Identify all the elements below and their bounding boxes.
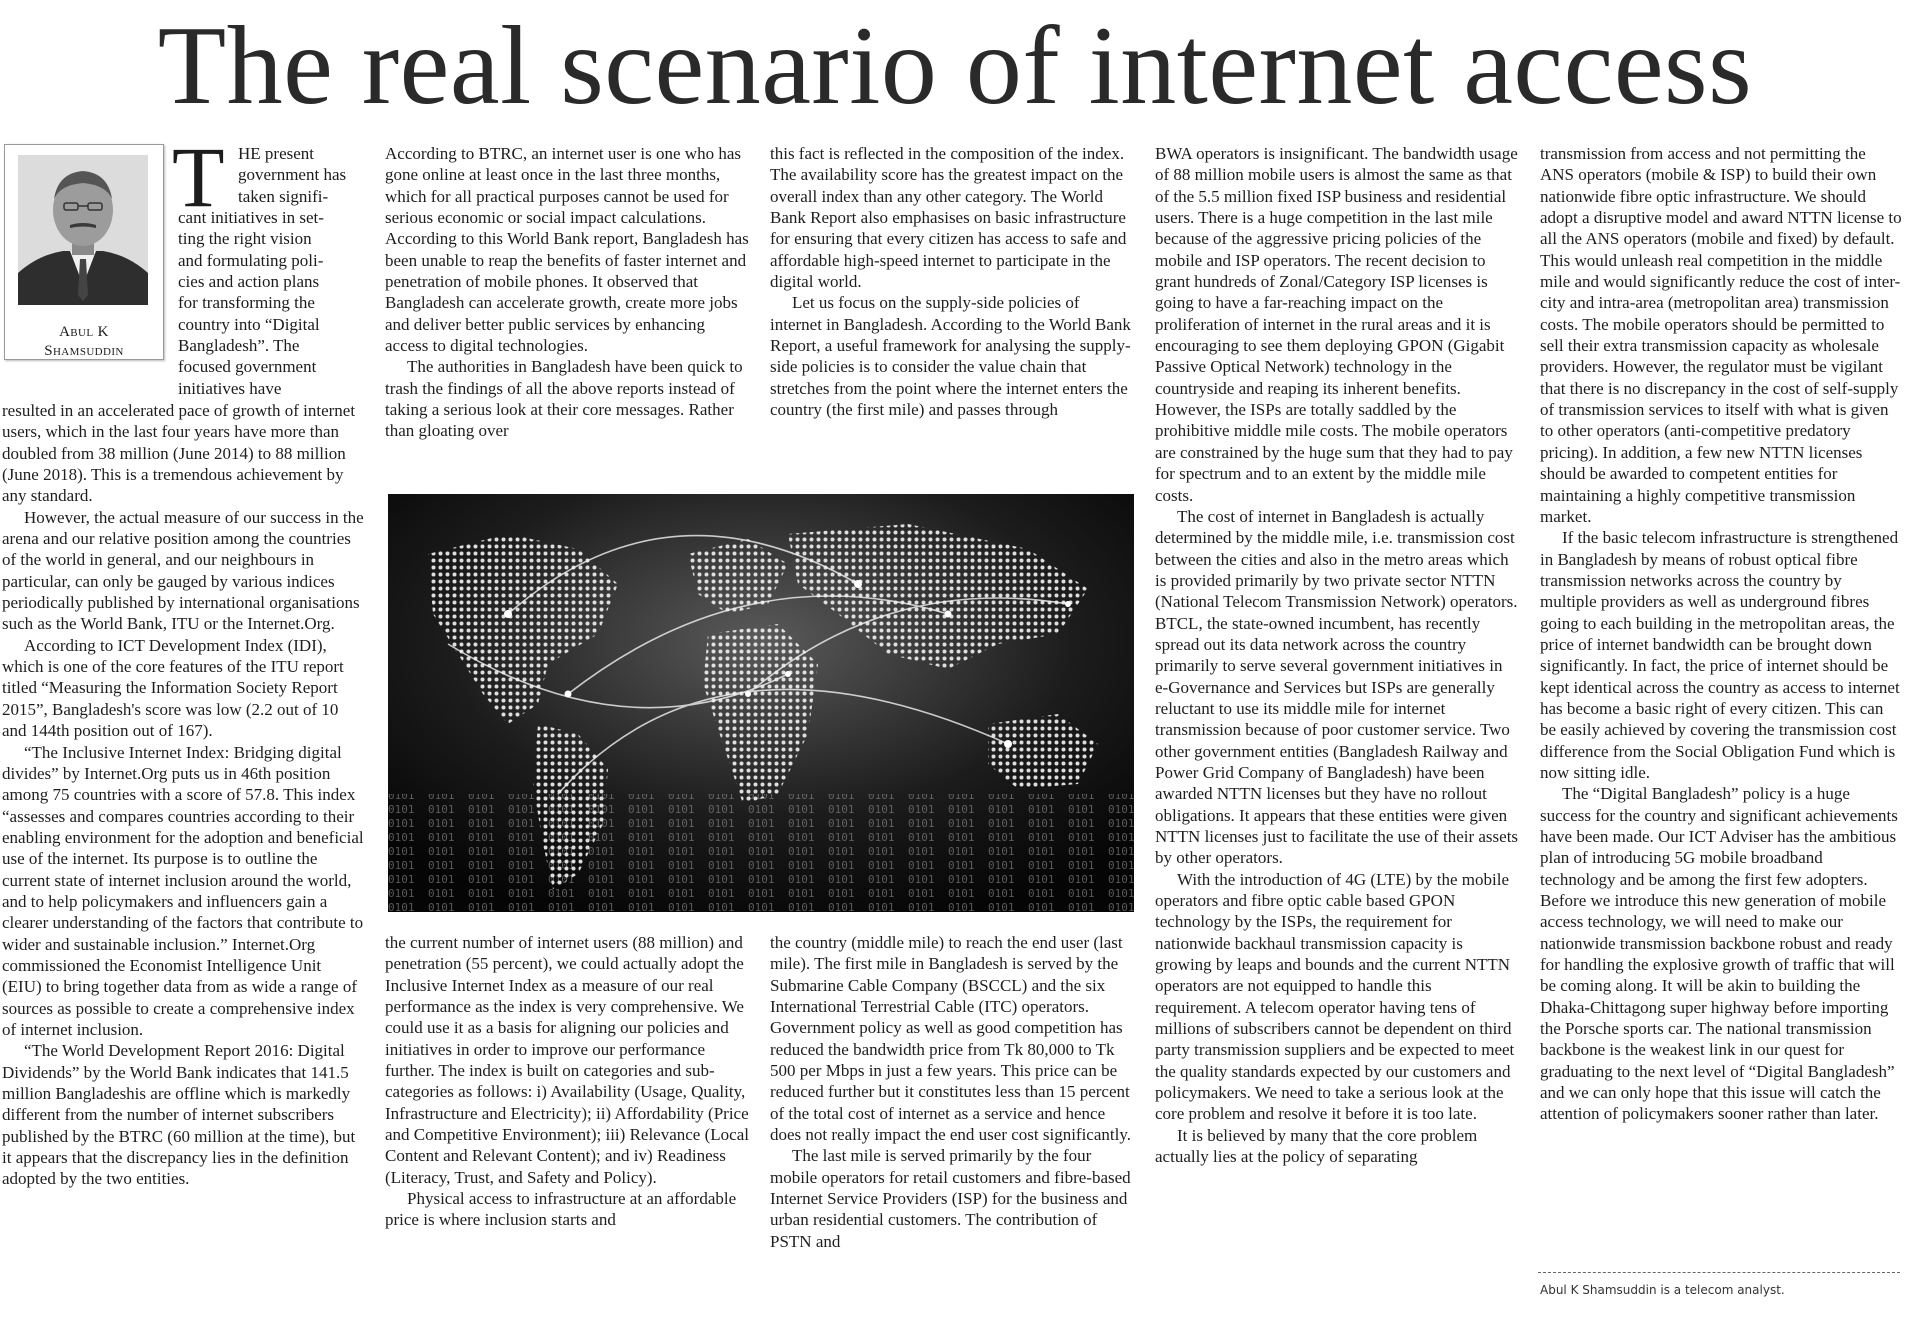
author-box bbox=[4, 144, 164, 360]
intro-wrapped-text bbox=[178, 143, 364, 399]
paragraph: If the basic telecom infrastructure is strengthened in Bangladesh by means of robust optical fibre transmission networks across the country by multiple providers as well as underground fibres going to each building in the metropolitan areas, the price of internet bandwidth can be brought down significantly. In fact, the price of internet should be kept identical across the country as access to internet has become a basic right of every citizen. This can be easily achieved by covering the transmission cost difference from the Social Obligation Fund which is now sitting idle. bbox=[1540, 528, 1900, 782]
text-line: and formulating poli- bbox=[178, 250, 324, 270]
paragraph: The cost of internet in Bangladesh is actually determined by the middle mile, i.e. transmission cost between the cities and also in the metro areas which is provided primarily by two private sector NTTN (National Telecom Transmission Network) operators. BTCL, the state-owned incumbent, has recently spread out its data network across the country primarily to serve several government initiatives in e-Governance and Services but ISPs are generally reluctant to use its middle mile for internet transmission because of poor customer service. Two other government entities (Bangladesh Railway and Power Grid Company of Bangladesh) have been awarded NTTN licenses but they have no rollout obligations. It appears that these entities were given NTTN licenses just to facilitate the use of their assets by other operators. bbox=[1155, 506, 1519, 868]
text-line: cant initiatives in set- bbox=[178, 208, 324, 228]
paragraph: Physical access to infrastructure at an affordable price is where inclusion starts and bbox=[385, 1189, 737, 1230]
paragraph: The last mile is served primarily by the four mobile operators for retail customers and fibre-based Internet Service Providers (ISP) for the business and urban residential customers. The contribution of PSTN and bbox=[770, 1146, 1131, 1251]
article-column-3-top bbox=[770, 143, 1132, 420]
drop-cap: T bbox=[172, 129, 225, 225]
page-title: The real scenario of internet access bbox=[157, 4, 1753, 128]
paragraph: transmission from access and not permitting the ANS operators (mobile & ISP) to build their own nationwide fibre optic infrastructure. We should adopt a disruptive model and award NTTN license to all the ANS operators (mobile and fixed) by default. This would unleash real competition in the middle mile and would significantly reduce the cost of inter-city and intra-area (metropolitan area) transmission costs. The mobile operators should be permitted to sell their extra transmission capacity as wholesale providers. However, the regulator must be vigilant that there is no discrepancy in the cost of self-supply of transmission services to itself with what is given to other operators (anti-competitive predatory pricing). In addition, a few new NTTN licenses should be awarded to competent entities for maintaining a highly competitive transmission market. bbox=[1540, 144, 1902, 526]
paragraph: “The World Development Report 2016: Digital Dividends” by the World Bank indicates that 141.5 million Bangladeshis are offline which is markedly different from the number of internet subscribers published by the BTRC (60 million at the time), but it appears that the discrepancy lies in the definition adopted by the two entities. bbox=[2, 1041, 356, 1189]
world-map-binary-photo bbox=[388, 494, 1134, 912]
paragraph: “The Inclusive Internet Index: Bridging digital divides” by Internet.Org puts us in 46th position among 75 countries with a score of 57.8. This index “assesses and compares countries according to their enabling environment for the adoption and beneficial use of the internet. Its purpose is to outline the current state of internet inclusion around the world, and to help policymakers and influencers gain a clearer understanding of the factors that contribute to wider and sustainable inclusion.” Internet.Org commissioned the Economist Intelligence Unit (EIU) to bring together data from as wide a range of sources as possible to create a comprehensive index of internet inclusion. bbox=[2, 742, 364, 1039]
text-line: focused government bbox=[178, 357, 317, 377]
article-column-2-top bbox=[385, 143, 751, 442]
article-column-4 bbox=[1155, 143, 1519, 1168]
paragraph: However, the actual measure of our success in the arena and our relative position among the countries of the world in general, and our neighbours in particular, can only be gauged by various indices periodically published by international organisations such as the World Bank, ITU or the Internet.Org. bbox=[2, 507, 364, 634]
paragraph: It is believed by many that the core problem actually lies at the policy of separating bbox=[1155, 1125, 1478, 1167]
paragraph: BWA operators is insignificant. The bandwidth usage of 88 million mobile users is almost the same as that of the 5.5 million fixed ISP business and residential users. There is a huge competition in the last mile because of the aggressive pricing policies of the mobile and ISP operators. The recent decision to grant hundreds of Zonal/Category ISP licenses is going to have a far-reaching impact on the proliferation of internet in the rural areas and it is encouraging to see them deploying GPON (Gigabit Passive Optical Network) technology in the countryside and reaping its inherent benefits. However, the ISPs are totally saddled by the prohibitive middle mile costs. The mobile operators are constrained by the huge sum that they had to pay for spectrum and to an extent by the middle mile costs. bbox=[1155, 144, 1518, 505]
author-bio-caption: Abul K Shamsuddin is a telecom analyst. bbox=[1540, 1283, 1785, 1297]
author-portrait bbox=[18, 155, 148, 305]
paragraph: this fact is reflected in the composition of the index. The availability score has the greatest impact on the overall index than any other category. The World Bank Report also emphasises on basic infrastructure for ensuring that every citizen has access to safe and affordable high-speed internet to participate in the digital world. bbox=[770, 144, 1127, 292]
paragraph: Let us focus on the supply-side policies of internet in Bangladesh. According to the World Bank Report, a useful framework for analysing the supply-side policies is to consider the value chain that stretches from the point where the internet enters the country (the first mile) and passes through bbox=[770, 293, 1131, 420]
text-line: ting the right vision bbox=[178, 229, 312, 249]
text-line: taken signifi- bbox=[238, 186, 329, 206]
paragraph: resulted in an accelerated pace of growth of internet users, which in the last four years have more than doubled from 38 million (June 2014) to 88 million (June 2018). This is a tremendous achievement by any standard. bbox=[2, 401, 356, 506]
text-line: cies and action plans bbox=[178, 272, 320, 292]
author-first-name: Abul K bbox=[59, 324, 109, 340]
text-line: government has bbox=[238, 165, 347, 185]
paragraph: According to BTRC, an internet user is one who has gone online at least once in the last three months, which for all practical purposes cannot be used for serious economic or social impact calculations. According to this World Bank report, Bangladesh has been unable to reap the benefits of faster internet and penetration of mobile phones. It observed that Bangladesh can accelerate growth, create more jobs and deliver better public services by enhancing access to digital technologies. bbox=[385, 144, 749, 356]
paragraph: the country (middle mile) to reach the end user (last mile). The first mile in Bangladesh is served by the Submarine Cable Company (BSCCL) and the six International Terrestrial Cable (ITC) operators. Government policy as well as good competition has reduced the bandwidth price from Tk 80,000 to Tk 500 per Mbps in just a few years. This price can be reduced further but it constitutes less than 15 percent of the total cost of internet as a service and hence does not really impact the end user cost significantly. bbox=[770, 933, 1131, 1145]
text-line: country into “Digital bbox=[178, 314, 320, 334]
article-column-3-bottom bbox=[770, 932, 1132, 1252]
paragraph: According to ICT Development Index (IDI), which is one of the core features of the ITU report titled “Measuring the Information Society Report 2015”, Bangladesh's score was low (2.2 out of 10 and 144th position out of 167). bbox=[2, 635, 344, 741]
caption-divider bbox=[1538, 1272, 1900, 1273]
paragraph: the current number of internet users (88 million) and penetration (55 percent), we could actually adopt the Inclusive Internet Index as a measure of our real performance as the index is very comprehensive. We could use it as a basis for aligning our policies and initiatives in order to improve our performance further. The index is built on categories and sub-categories as follows: i) Availability (Usage, Quality, Infrastructure and Electricity); ii) Affordability (Price and Competitive Environment); iii) Relevance (Local Content and Relevant Content); and iv) Readiness (Literacy, Trust, and Safety and Policy). bbox=[385, 933, 749, 1187]
text-line: for transforming the bbox=[178, 293, 315, 313]
article-column-5 bbox=[1540, 143, 1902, 1125]
text-line: initiatives have bbox=[178, 378, 282, 398]
text-line: Bangladesh”. The bbox=[178, 336, 300, 356]
paragraph: With the introduction of 4G (LTE) by the mobile operators and fibre optic cable based GPON technology by the ISPs, the requirement for nationwide backhaul transmission capacity is growing by leaps and bounds and the current NTTN operators are not equipped to handle this requirement. A telecom operator having tens of millions of subscribers cannot be dependent on third party transmission suppliers and be expected to meet the quality standards expected by our customers and policymakers. We need to take a serious look at the core problem and resolve it before it is too late. bbox=[1155, 869, 1515, 1124]
article-column-2-bottom bbox=[385, 932, 751, 1231]
paragraph: The “Digital Bangladesh” policy is a huge success for the country and significant achievements have been made. Our ICT Adviser has the ambitious plan of introducing 5G mobile broadband technology and be among the first few adopters. Before we introduce this new generation of mobile access technology, we will need to make our nationwide transmission backbone robust and ready for handling the explosive growth of traffic that will be coming along. It will be akin to building the Dhaka-Chittagong super highway before importing the Porsche sports car. The national transmission backbone is the weakest link in our quest for graduating to the next level of “Digital Bangladesh” and we can only hope that this issue will catch the attention of policymakers sooner rather than later. bbox=[1540, 784, 1898, 1124]
author-name bbox=[5, 323, 163, 361]
text-line: HE present bbox=[238, 144, 315, 163]
article-column-1 bbox=[2, 400, 364, 1190]
paragraph: The authorities in Bangladesh have been quick to trash the findings of all the above reports instead of taking a serious look at their core messages. Rather than gloating over bbox=[385, 357, 743, 441]
author-last-name: Shamsuddin bbox=[44, 343, 124, 359]
